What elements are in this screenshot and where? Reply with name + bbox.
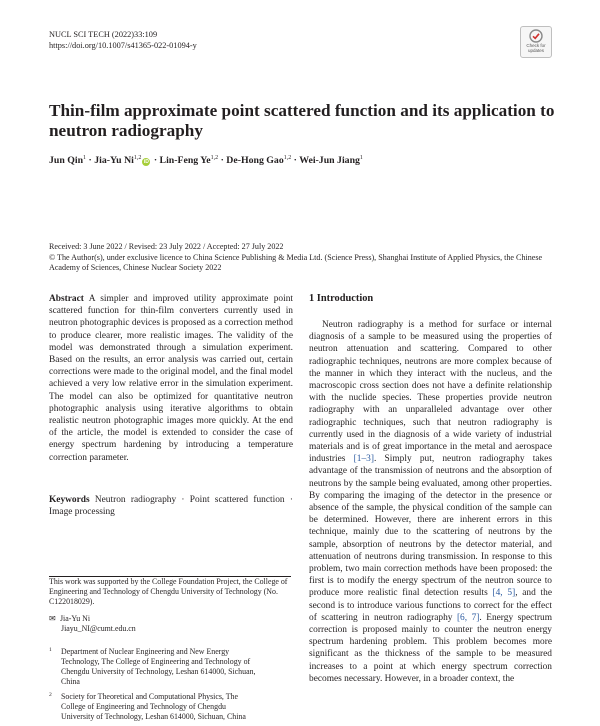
author-affiliation: 1 [83,155,87,161]
badge-line-1: Check for [526,43,546,48]
author-name: Lin-Feng Ye [159,155,211,166]
author-name: De-Hong Gao [226,155,284,166]
affiliation [49,647,293,687]
author-separator: · [86,155,95,166]
doi-link[interactable]: https://doi.org/10.1007/s41365-022-01094-y [49,41,197,50]
email-icon: ✉ [49,614,56,623]
author-affiliation: 1,2 [210,155,219,161]
author-separator: · [291,155,300,166]
abstract-label: Abstract [49,294,84,304]
body-text: , and the second is to introduce various functions to correct for the effect of scattering in neutron radiography [309,588,552,623]
affiliation-number: 1 [49,647,52,653]
journal-citation: NUCL SCI TECH (2022)33:109 [49,30,158,39]
abstract-text: A simpler and improved utility approximate point scattered function for thin-film converters currently used in neutron photographic devices is proposed as a correction method to produce clearer, more realistic images. The validity of the model was demonstrated through a simulation experiment. Based on the results, an error analysis was carried out, certain corrections were made to the original model, and the final model achieved a very low relative error in the simulation experiment. The model can also be optimized for quantitative neutron photographic analysis using iterative algorithms to obtain realistic neutron photographic images more quickly. At the end of the article, the model is extended to consider the case of energy spectrum hardening by introducing a temperature correction parameter. [49,294,293,463]
keywords [49,494,293,518]
abstract [49,293,293,464]
author-separator: · [218,155,227,166]
keywords-text: Neutron radiography · Point scattered function · Image processing [49,495,293,518]
article-title: Thin-film approximate point scattered function and its application to neutron radiography [49,101,555,140]
author-list [49,155,363,166]
affiliation [49,692,293,722]
copyright-notice: © The Author(s), under exclusive licence to China Science Publishing & Media Ltd. (Science Press), Shanghai Institute of Applied Physics, the Chinese Academy of Sciences, Chinese Nuclear Society 2022 [49,252,543,272]
update-icon [529,29,543,43]
citation-link[interactable]: [4, 5] [492,588,516,599]
affiliation-text: Department of Nuclear Engineering and New Energy Technology, The College of Engineering and Technology of Chengdu University of Technology, Leshan 614000, Sichuan, China [61,647,256,687]
author-affiliation: 1,2 [283,155,292,161]
author-affiliation: 1,2 [133,155,142,161]
body-text: . Simply put, neutron radiography takes advantage of the transmission of neutrons and the absorption of neutrons by the sample being evaluated, among other properties. By comparing the imaging of the detector in the presence or absence of the sample, the physical condition of the sample can be determined. However, there are inherent errors in this technique, mainly due to the scattering of neutrons by the sample, absorption of neutrons by the detector material, and attenuation of neutrons during transmission. In response to this problem, two main correction methods have been proposed: the first is to modify the energy spectrum of the neutron source to produce more realistic final detection results [309,454,552,599]
contact-name: Jia-Yu Ni [59,614,91,623]
orcid-icon[interactable]: iD [143,159,149,165]
check-for-updates-badge[interactable] [520,26,552,58]
author-name: Jun Qin [49,155,84,166]
contact-email[interactable]: Jiayu_NI@cumt.edu.cn [61,624,136,634]
body-text: Neutron radiography is a method for surface or internal diagnosis of a sample to be measured using the properties of neutron attenuation and scattering. Compared to other radiographic techniques, neutrons are more complex because of the manner in which they interact with the nucleus, and the macroscopic cross section does not have a definite relationship with the nuclide species. These properties provide neutron radiography with an unparalleled advantage over other radiographic techniques, such that neutron radiography is currently used in the diagnosis of a wide variety of industrial materials and is of great importance in the metal and aerospace industries [309,320,552,465]
section-heading: 1 Introduction [309,293,374,304]
publication-dates: Received: 3 June 2022 / Revised: 23 July 2022 / Accepted: 27 July 2022 [49,242,284,251]
introduction-body [309,319,552,685]
keywords-label: Keywords [49,495,90,505]
funding-note: This work was supported by the College Foundation Project, the College of Engineering and Technology of Chengdu University of Technology (No. C122018029). [49,577,288,607]
affiliation-text: Society for Theoretical and Computational Physics, The College of Engineering and Technology of Chengdu University of Technology, Leshan 614000, Sichuan, China [61,692,246,722]
author-affiliation: 1 [359,155,363,161]
corresponding-author [49,614,293,634]
citation-link[interactable]: [6, 7] [456,612,480,623]
article-history [49,242,559,274]
badge-line-2: updates [527,48,544,53]
author-name: Wei-Jun Jiang [299,155,360,166]
journal-header [49,29,197,51]
body-text: . Energy spectrum correction is proposed mainly to counter the neutron energy spectrum hardening problem. This problem becomes more significant as the thickness of the sample to be measured increases to a point at which energy spectrum correction becomes necessary. However, in a broader context, the [309,612,552,684]
citation-link[interactable]: [1–3] [353,454,374,465]
affiliation-number: 2 [49,692,52,698]
author-name: Jia-Yu Ni [94,155,134,166]
author-separator: · [151,155,160,166]
